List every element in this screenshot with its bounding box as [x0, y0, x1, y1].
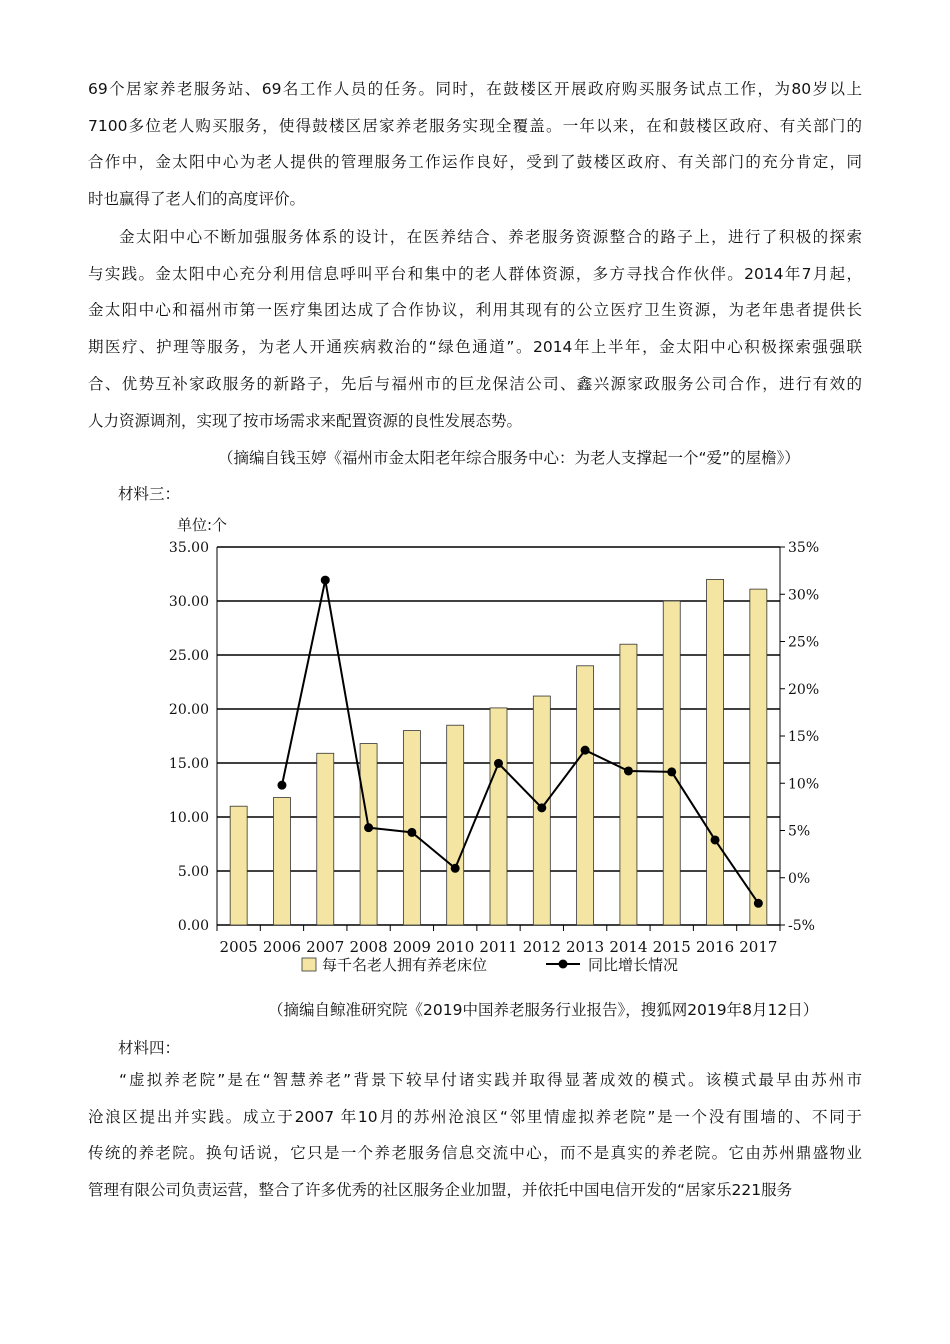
unit-label: 单位:个: [177, 516, 228, 534]
text-line: 7100多位老人购买服务，使得鼓楼区居家养老服务实现全覆盖。一年以来，在和鼓楼区政府、有关部门的: [88, 116, 862, 135]
growth-point: [277, 781, 286, 790]
y-right-tick-label: -5%: [788, 918, 815, 934]
y-right-tick-label: 5%: [788, 823, 811, 840]
y-left-tick-label: 30.00: [168, 594, 209, 610]
x-tick-label: 2014: [609, 938, 648, 956]
text-line: 69个居家养老服务站、69名工作人员的任务。同时，在鼓楼区开展政府购买服务试点工作，为80岁以上: [88, 80, 862, 98]
x-tick-label: 2007: [306, 938, 345, 956]
x-tick-label: 2005: [219, 938, 258, 956]
bar: [360, 744, 377, 925]
growth-point: [364, 823, 373, 832]
text-line: 合作中，金太阳中心为老人提供的管理服务工作运作良好，受到了鼓楼区政府、有关部门的充分肯定，同: [88, 153, 862, 172]
bar: [620, 644, 637, 925]
growth-point: [451, 864, 460, 873]
x-tick-label: 2017: [739, 938, 778, 956]
x-tick-label: 2011: [479, 938, 518, 956]
text-line: 合、优势互补家政服务的新路子，先后与福州市的巨龙保洁公司、鑫兴源家政服务公司合作，进行有效的: [88, 374, 862, 393]
growth-line: [282, 580, 758, 903]
growth-point: [711, 835, 720, 844]
y-left-tick-label: 5.00: [177, 864, 209, 880]
legend-bar-swatch: [302, 958, 316, 971]
y-right-tick-label: 30%: [788, 587, 820, 604]
text-line: 期医疗、护理等服务，为老人开通疾病救治的“绿色通道”。2014年上半年，金太阳中心积极探索强强联: [88, 338, 862, 357]
growth-point: [537, 803, 546, 812]
bar: [490, 708, 507, 925]
text-line: 时也赢得了老人们的高度评价。: [88, 190, 306, 209]
x-tick-label: 2006: [262, 938, 302, 956]
x-tick-label: 2015: [652, 938, 691, 956]
material-3-label: 材料三：: [118, 485, 181, 503]
x-tick-label: 2012: [522, 938, 561, 956]
legend-bar-label: 每千名老人拥有养老床位: [322, 956, 488, 974]
source-citation-1: （摘编自钱玉婷《福州市金太阳老年综合服务中心：为老人支撑起一个“爱”的屋檐》）: [218, 449, 800, 467]
bar-line-chart: [160, 510, 840, 985]
bar: [577, 666, 594, 925]
bar: [663, 601, 680, 925]
y-left-tick-label: 25.00: [168, 648, 209, 664]
legend-line-label: 同比增长情况: [588, 956, 679, 974]
text-line: 与实践。金太阳中心充分利用信息呼叫平台和集中的老人群体资源，多方寻找合作伙伴。2014年7月起，: [88, 264, 862, 283]
y-left-tick-label: 20.00: [168, 702, 209, 718]
text-line: 管理有限公司负责运营，整合了许多优秀的社区服务企业加盟，并依托中国电信开发的“居家乐221服务: [88, 1181, 793, 1200]
y-right-tick-label: 15%: [788, 729, 820, 745]
growth-point: [667, 767, 676, 776]
y-left-tick-label: 10.00: [168, 810, 209, 826]
growth-point: [581, 746, 590, 755]
source-citation-2: （摘编自鲸准研究院《2019中国养老服务行业报告》，搜狐网2019年8月12日）: [268, 1001, 819, 1019]
text-line: 传统的养老院。换句话说，它只是一个养老服务信息交流中心，而不是真实的养老院。它由苏州鼎盛物业: [88, 1144, 862, 1163]
y-left-tick-label: 35.00: [168, 540, 209, 556]
text-line: 沧浪区提出并实践。成立于2007 年10月的苏州沧浪区“邻里情虚拟养老院”是一个没有围墙的、不同于: [88, 1107, 862, 1126]
growth-point: [754, 899, 763, 908]
y-right-tick-label: 20%: [788, 681, 820, 698]
bar: [750, 589, 767, 925]
x-tick-label: 2013: [566, 938, 605, 956]
y-right-tick-label: 10%: [788, 776, 820, 793]
y-left-tick-label: 0.00: [177, 918, 209, 934]
bar: [403, 731, 420, 925]
growth-point: [494, 759, 503, 768]
growth-point: [407, 828, 416, 837]
growth-point: [624, 766, 633, 775]
text-line: 人力资源调剂，实现了按市场需求来配置资源的良性发展态势。: [88, 411, 523, 430]
text-line: 金太阳中心和福州市第一医疗集团达成了合作协议，利用其现有的公立医疗卫生资源，为老年患者提供长: [88, 301, 862, 320]
y-right-tick-label: 35%: [788, 540, 820, 556]
bar: [230, 806, 247, 925]
text-line: “虚拟养老院”是在“智慧养老”背景下较早付诸实践并取得显著成效的模式。该模式最早由苏州市: [119, 1071, 862, 1089]
bar: [447, 725, 464, 925]
bar: [317, 753, 334, 925]
material-4-label: 材料四：: [118, 1039, 181, 1057]
bar: [707, 579, 724, 925]
y-left-tick-label: 15.00: [168, 756, 209, 772]
legend-line-marker: [559, 960, 568, 969]
text-line: 金太阳中心不断加强服务体系的设计，在医养结合、养老服务资源整合的路子上，进行了积极的探索: [119, 228, 862, 246]
x-tick-label: 2010: [436, 938, 475, 956]
x-tick-label: 2008: [349, 938, 388, 956]
y-right-tick-label: 0%: [788, 870, 811, 887]
growth-point: [321, 576, 330, 585]
y-right-tick-label: 25%: [788, 634, 820, 651]
x-tick-label: 2009: [392, 938, 431, 956]
x-tick-label: 2016: [695, 938, 735, 956]
bar: [273, 798, 290, 925]
